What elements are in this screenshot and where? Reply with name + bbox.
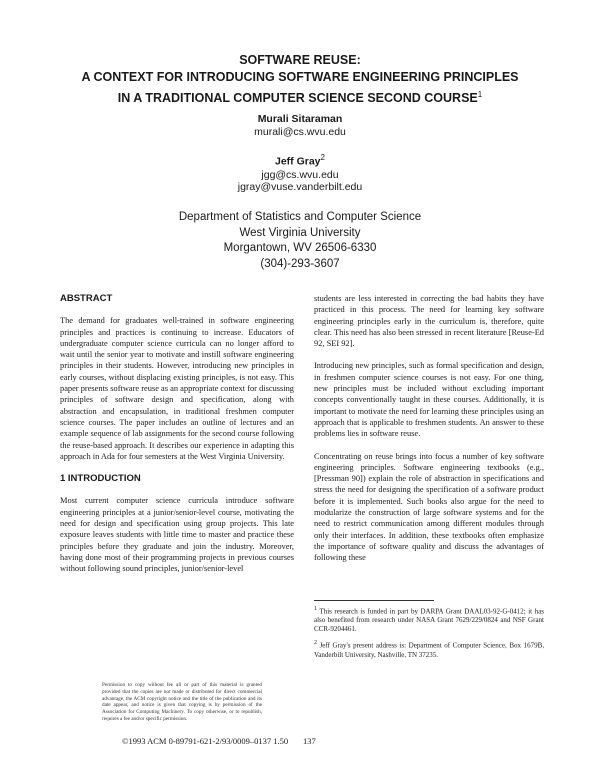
footnote-2: $^2$ Jeff Gray's present address is: Department of Computer Science, Box 1679B, Vanderbilt University, Nashville, TN 37235. — [314, 640, 544, 659]
footnotes — [314, 605, 544, 660]
abstract-heading: ABSTRACT — [60, 293, 113, 304]
author-name: Jeff Gray$^2$ — [275, 153, 325, 168]
left-column — [60, 293, 294, 586]
abstract-text: The demand for graduates well-trained in software engineering principles and practices is continuing to increase. Educators of undergraduate computer science curricula can no longer afford to wait until the senior year to motivate and instill software engineering principles in their students. However, introducing new principles in early courses, without displacing existing principles, is not easy. This paper presents software reuse as an appropriate context for discussing principles of software design and specification, along with abstraction and encapsulation, in traditional freshmen computer science courses. The paper includes an outline of lectures and an example sequence of lab assignments for the second course following the reuse-based approach. It describes our experience in adapting this approach in Ada for four semesters at the West Virginia University. — [60, 316, 294, 461]
title-line-3: IN A TRADITIONAL COMPUTER SCIENCE SECOND COURSE$^1$ — [117, 90, 483, 106]
university: West Virginia University — [239, 226, 361, 239]
footnote-marker-1: 1 — [477, 90, 483, 99]
author-name: Murali Sitaraman — [257, 113, 343, 125]
phone: (304)-293-3607 — [260, 257, 340, 270]
author-block-2 — [0, 153, 600, 193]
affiliation — [0, 210, 600, 272]
author-email: murali@cs.wvu.edu — [254, 126, 346, 138]
intro-heading: 1 INTRODUCTION — [60, 473, 141, 485]
title-line-2: A CONTEXT FOR INTRODUCING SOFTWARE ENGINEERING PRINCIPLES — [81, 70, 519, 84]
author-email: jgg@cs.wvu.edu — [261, 168, 339, 181]
intro-paragraph: Most current computer science curricula introduce software engineering principles at a junior/senior-level course, motivating the need for design and specification using group projects. This late exposure leaves students with little time to master and practice these principles before they graduate and join the industry. Moreover, having done most of their programming projects in previous courses without following sound principles, junior/senior-level — [60, 496, 294, 574]
body-paragraph: Concentrating on reuse brings into focus a number of key software engineering principles. Software engineering textbooks (e.g., [Pressman 90]) explain the role of abstraction in specifications and stress the need for designing the specification of a software product before it is implemented. Such books also argue for the need to modularize the construction of large software systems and for the need to restrict communication among different modules through only their interfaces. In addition, these textbooks often emphasize the importance of software quality and discuss the advantages of following these — [314, 451, 544, 563]
footnote-rule — [314, 600, 434, 601]
page-number: 137 — [303, 736, 316, 746]
footnote-marker-2: 2 — [320, 153, 325, 162]
body-paragraph: Introducing new principles, such as formal specification and design, in freshmen computer science courses is not easy. For one thing, new principles must be included without excluding important concepts conventionally taught in these courses. Additionally, it is important to motivate the need for learning these principles using an approach that is applicable to freshmen students. An answer to these problems lies in software reuse. — [314, 361, 544, 439]
author-email: jgray@vuse.vanderbilt.edu — [237, 180, 363, 193]
city: Morgantown, WV 26506-6330 — [223, 242, 377, 254]
footnote-1: $^1$ This research is funded in part by DARPA Grant DAAL03-92-G-0412; it has also benefited from research under NASA Grant 7629/229/0824 and NSF Grant CCR-9204461. — [314, 606, 544, 634]
copyright-line: ©1993 ACM 0-89791-621-2/93/0009–0137 1.50 — [122, 736, 289, 746]
right-column — [314, 293, 544, 575]
body-paragraph: students are less interested in correcting the bad habits they have practiced in this process. The need for learning key software engineering principles early in the curriculum is, therefore, quite clear. This need has also been stressed in recent literature [Reuse-Ed 92, SEI 92]. — [314, 294, 544, 349]
paper-title — [0, 52, 600, 107]
department: Department of Statistics and Computer Science — [178, 211, 422, 223]
author-block-1 — [0, 113, 600, 138]
permission-notice: Permission to copy without fee all or part of this material is granted provided that the copies are not made or distributed for direct commercial advantage, the ACM copyright notice and the title of the publication and its date appear, and notice is given that copying is by permission of the Association for Computing Machinery. To copy otherwise, or to republish, requires a fee and/or specific permission. — [102, 682, 262, 722]
title-line-1: SOFTWARE REUSE: — [239, 53, 361, 67]
